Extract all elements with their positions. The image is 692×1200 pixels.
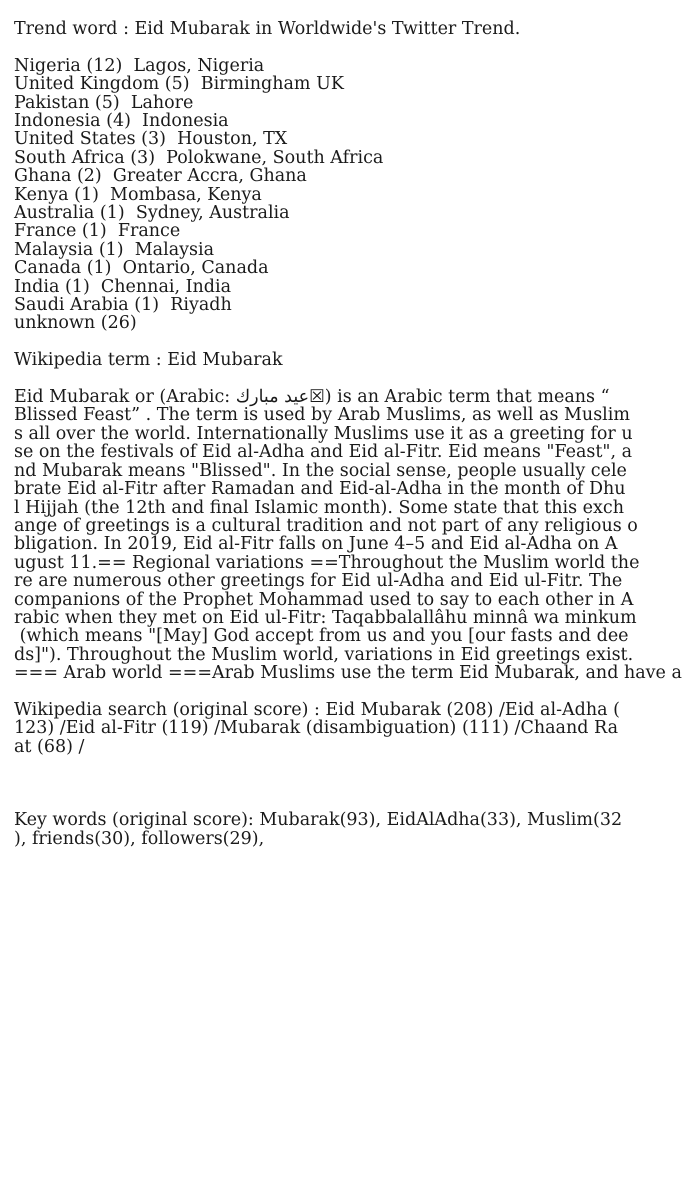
wikipedia-body-line: l Hijjah (the 12th and final Islamic month). Some state that this exch <box>14 497 624 518</box>
wikipedia-body-line: Eid Mubarak or (Arabic: عيد مبارك☒) is an Arabic term that means “ <box>14 387 610 408</box>
country-item: United States (3) Houston, TX <box>14 129 288 150</box>
wikipedia-body-line: bligation. In 2019, Eid al-Fitr falls on June 4–5 and Eid al-Adha on A <box>14 534 618 555</box>
wikipedia-term: Wikipedia term : Eid Mubarak <box>14 350 283 371</box>
wikipedia-body-line: (which means "[May] God accept from us and you [our fasts and dee <box>14 626 629 647</box>
wikipedia-body-line: === Arab world ===Arab Muslims use the term Eid Mubarak, and have a <box>14 663 682 684</box>
wikipedia-body-line: ds]"). Throughout the Muslim world, variations in Eid greetings exist. <box>14 644 634 665</box>
country-list <box>14 57 692 333</box>
country-item: United Kingdom (5) Birmingham UK <box>14 74 344 95</box>
spacer <box>14 333 692 351</box>
country-item: Australia (1) Sydney, Australia <box>14 203 290 224</box>
search-line: Wikipedia search (original score) : Eid Mubarak (208) /Eid al-Adha ( <box>14 699 620 720</box>
wikipedia-body-line: companions of the Prophet Mohammad used to say to each other in A <box>14 589 634 610</box>
spacer <box>14 756 692 811</box>
trend-heading: Trend word : Eid Mubarak in Worldwide's Twitter Trend. <box>14 19 521 39</box>
country-item: Ghana (2) Greater Accra, Ghana <box>14 166 307 187</box>
keywords-line: Key words (original score): Mubarak(93), EidAlAdha(33), Muslim(32 <box>14 810 623 831</box>
wikipedia-body-line: se on the festivals of Eid al-Adha and Eid al-Fitr. Eid means "Feast", a <box>14 442 633 463</box>
spacer <box>14 683 692 701</box>
wikipedia-body-line: s all over the world. Internationally Muslims use it as a greeting for u <box>14 423 633 444</box>
search-line: 123) /Eid al-Fitr (119) /Mubarak (disambiguation) (111) /Chaand Ra <box>14 718 619 739</box>
wikipedia-search <box>14 701 692 756</box>
country-item: Kenya (1) Mombasa, Kenya <box>14 184 262 205</box>
wikipedia-body-line: rabic when they met on Eid ul-Fitr: Taqabbalallâhu minnâ wa minkum <box>14 607 637 628</box>
key-words <box>14 811 692 848</box>
country-item: unknown (26) <box>14 313 137 334</box>
wikipedia-body-line: nd Mubarak means "Blissed". In the social sense, people usually cele <box>14 460 627 481</box>
wikipedia-body <box>14 388 692 683</box>
country-item: France (1) France <box>14 221 181 242</box>
wikipedia-body-line: re are numerous other greetings for Eid ul-Adha and Eid ul-Fitr. The <box>14 571 623 592</box>
document-page <box>14 20 692 848</box>
country-item: Pakistan (5) Lahore <box>14 92 194 113</box>
spacer <box>14 38 692 56</box>
wikipedia-body-line: brate Eid al-Fitr after Ramadan and Eid-al-Adha in the month of Dhu <box>14 479 626 500</box>
country-item: Malaysia (1) Malaysia <box>14 239 215 260</box>
country-item: India (1) Chennai, India <box>14 276 232 297</box>
wikipedia-body-line: ugust 11.== Regional variations ==Throughout the Muslim world the <box>14 552 640 573</box>
country-item: South Africa (3) Polokwane, South Africa <box>14 147 384 168</box>
wikipedia-body-line: ange of greetings is a cultural tradition and not part of any religious o <box>14 515 638 536</box>
country-item: Canada (1) Ontario, Canada <box>14 258 269 279</box>
wikipedia-body-line: Blissed Feast” . The term is used by Arab Muslims, as well as Muslim <box>14 405 630 426</box>
country-item: Indonesia (4) Indonesia <box>14 111 229 132</box>
keywords-line: ), friends(30), followers(29), <box>14 828 265 849</box>
country-item: Nigeria (12) Lagos, Nigeria <box>14 55 265 76</box>
search-line: at (68) / <box>14 736 85 757</box>
spacer <box>14 370 692 388</box>
country-item: Saudi Arabia (1) Riyadh <box>14 295 232 316</box>
